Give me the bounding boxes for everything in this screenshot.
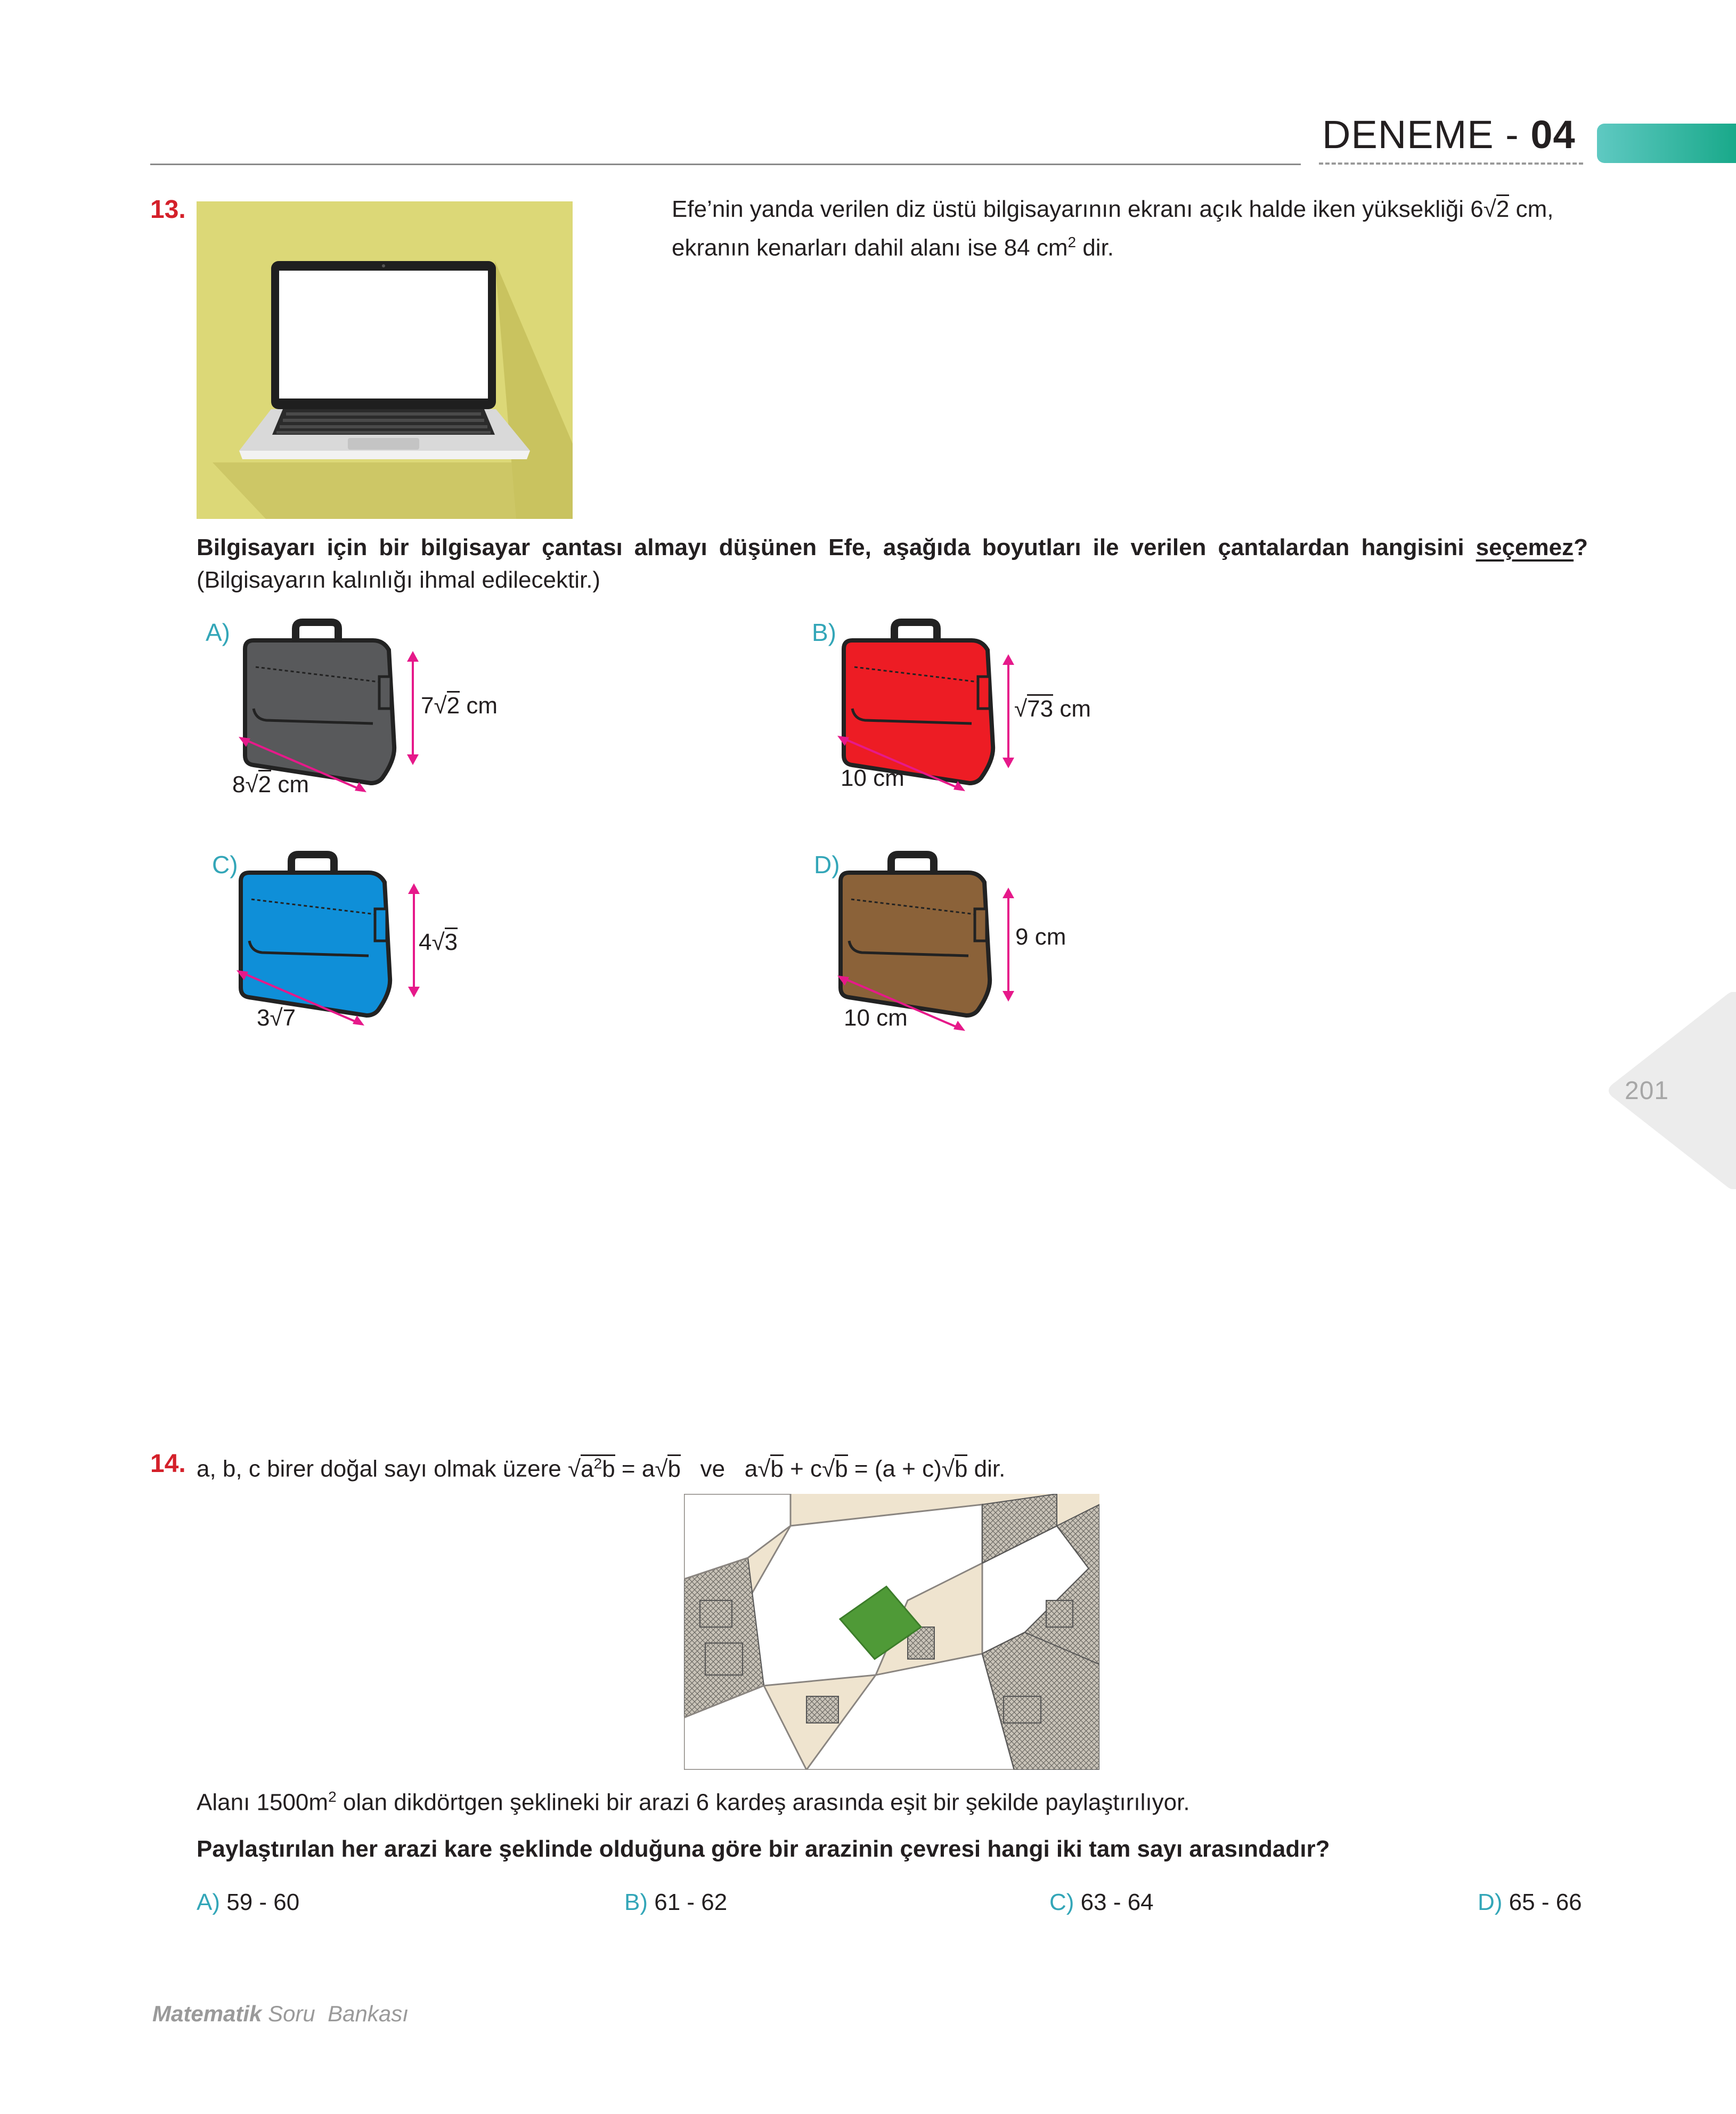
- option-text: 59 - 60: [220, 1889, 300, 1915]
- coef: 3: [257, 1005, 270, 1031]
- page-number: 201: [1625, 1077, 1669, 1105]
- equation-part: dir.: [967, 1456, 1006, 1482]
- unit: cm: [271, 771, 309, 798]
- q13-intro-text2: ekranın kenarları dahil alanı ise 84 cm: [672, 234, 1068, 261]
- radicand: 2: [447, 691, 460, 719]
- radicand: b: [667, 1454, 680, 1482]
- q14-question: Paylaştırılan her arazi kare şeklinde olduğuna göre bir arazinin çevresi hangi iki tam sayı arasındadır?: [197, 1836, 1330, 1862]
- option-d-height: 9 cm: [1015, 924, 1066, 950]
- option-letter: B): [624, 1889, 648, 1915]
- question-14-number: 14.: [150, 1450, 186, 1478]
- q14-option-b[interactable]: [624, 1886, 727, 1919]
- unit: cm: [460, 693, 498, 719]
- q13-intro-text: Efe’nin yanda verilen diz üstü bilgisayarının ekranı açık halde iken yüksekliği 6: [672, 196, 1484, 222]
- q13-intro-unit: cm,: [1509, 196, 1554, 222]
- radicand: 2: [258, 770, 271, 798]
- option-a-height: 7√2 cm: [421, 693, 498, 719]
- coef: 7: [421, 693, 434, 719]
- radicand: [581, 1454, 615, 1482]
- radicand-a: a: [581, 1456, 594, 1482]
- q13-underlined-word: seçemez: [1476, 534, 1574, 560]
- q14-info: [197, 1780, 1190, 1819]
- radicand: b: [835, 1454, 847, 1482]
- cadastral-map: [684, 1494, 1099, 1770]
- q13-note: (Bilgisayarın kalınlığı ihmal edilecektir.): [197, 567, 601, 593]
- option-b-width: 10 cm: [841, 765, 904, 791]
- option-c-width: 3√7: [257, 1005, 296, 1031]
- option-d-width: 10 cm: [844, 1005, 908, 1031]
- footer-book-title: [152, 2001, 409, 2027]
- option-c-height: 4√3: [419, 929, 458, 956]
- q13-intro-line1: [672, 193, 1554, 226]
- exponent: 2: [593, 1455, 602, 1471]
- q14-option-a[interactable]: [197, 1886, 299, 1919]
- option-b-letter[interactable]: B): [812, 619, 836, 646]
- exam-title: [1322, 112, 1576, 157]
- radicand: b: [955, 1454, 967, 1482]
- unit: cm: [1053, 696, 1091, 722]
- q14-option-c[interactable]: [1049, 1886, 1154, 1919]
- radicand: 3: [445, 928, 458, 955]
- laptop-illustration: [197, 201, 573, 519]
- option-b-height: √73 cm: [1014, 696, 1091, 722]
- footer-subtitle: Soru Bankası: [262, 2001, 409, 2026]
- radicand: 7: [283, 1003, 296, 1031]
- q13-intro-end: dir.: [1076, 234, 1114, 261]
- exponent: 2: [1067, 234, 1077, 250]
- radical-sign: √: [1483, 196, 1496, 222]
- q14-info-text: Alanı 1500m: [197, 1789, 329, 1816]
- exam-title-text: DENEME -: [1322, 112, 1531, 157]
- footer-brand: Matematik: [152, 2001, 262, 2026]
- map-illustration: [684, 1494, 1099, 1770]
- q13-question: [197, 531, 1588, 564]
- coef: 4: [419, 929, 432, 955]
- q13-question-text: Bilgisayarı için bir bilgisayar çantası almayı düşünen Efe, aşağıda boyutları ile verilen çantalardan hangisini: [197, 534, 1464, 560]
- q13-intro-line2: [672, 226, 1114, 265]
- exponent: 2: [328, 1788, 337, 1805]
- option-text: 65 - 66: [1502, 1889, 1582, 1915]
- laptop-icon: [197, 201, 573, 519]
- radicand: 73: [1027, 694, 1053, 722]
- equation-part: + c: [783, 1456, 822, 1482]
- q14-info-text2: olan dikdörtgen şeklineki bir arazi 6 kardeş arasında eşit bir şekilde paylaştırılıyor.: [336, 1789, 1190, 1816]
- option-text: 63 - 64: [1074, 1889, 1154, 1915]
- page-corner-triangle: [1603, 992, 1736, 1189]
- radicand-b: b: [602, 1456, 615, 1482]
- exam-number: 04: [1530, 112, 1576, 157]
- header-dashed-rule: [1319, 162, 1583, 165]
- option-a-width: 8√2 cm: [232, 771, 309, 798]
- equation-part: = a: [615, 1456, 655, 1482]
- option-a-letter[interactable]: A): [206, 619, 230, 646]
- option-text: 61 - 62: [648, 1889, 728, 1915]
- equation-part: ve a: [680, 1456, 758, 1482]
- q13-question-mark: ?: [1574, 534, 1588, 560]
- option-letter: D): [1478, 1889, 1503, 1915]
- radicand: b: [770, 1454, 783, 1482]
- question-13-number: 13.: [150, 196, 186, 224]
- header-rule: [150, 164, 1301, 165]
- option-d-letter[interactable]: D): [814, 851, 840, 879]
- q14-option-d[interactable]: [1478, 1886, 1582, 1919]
- width-arrow: [237, 969, 364, 1027]
- option-c-letter[interactable]: C): [212, 851, 238, 879]
- equation-part: = (a + c): [847, 1456, 942, 1482]
- coef: 8: [232, 771, 246, 798]
- q14-stem-text: a, b, c birer doğal sayı olmak üzere: [197, 1456, 568, 1482]
- option-letter: A): [197, 1889, 220, 1915]
- q14-stem: a, b, c birer doğal sayı olmak üzere $√a^2b = a√b$ ve a√b + c√b = (a + c)√b dir.: [197, 1455, 1006, 1482]
- header-tab: [1597, 124, 1736, 163]
- radicand: 2: [1496, 194, 1509, 222]
- option-letter: C): [1049, 1889, 1074, 1915]
